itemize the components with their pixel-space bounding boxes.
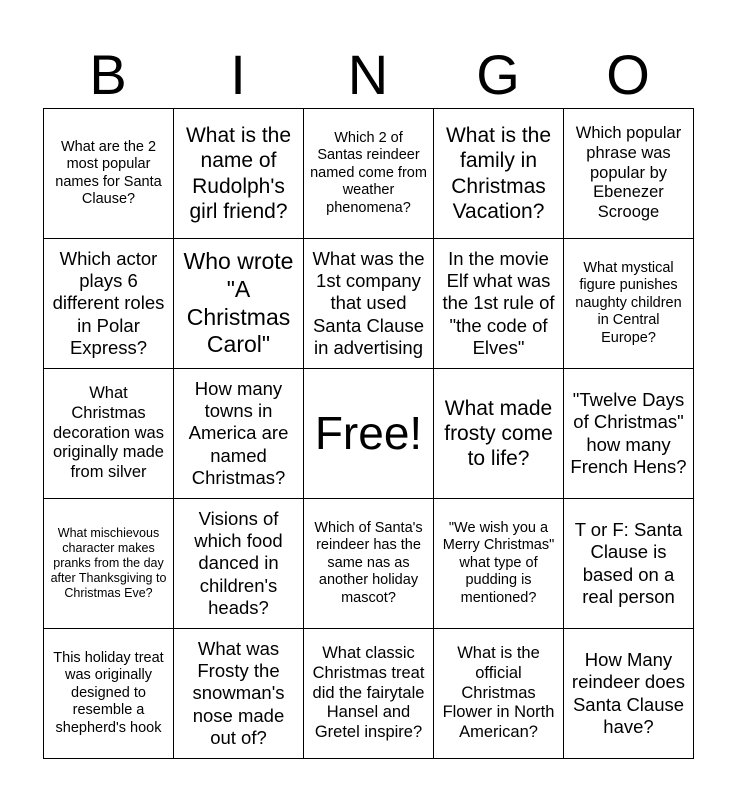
bingo-cell[interactable] <box>564 109 694 239</box>
header-letter-g: G <box>476 43 520 106</box>
cell-text: What Christmas decoration was originally made from silver <box>53 384 164 482</box>
bingo-cell[interactable] <box>174 499 304 629</box>
header-letter-i: I <box>230 43 246 106</box>
bingo-row <box>44 239 694 369</box>
header-letter-n: N <box>347 43 389 106</box>
header-letter-o: O <box>606 43 650 106</box>
bingo-cell[interactable] <box>44 239 174 369</box>
bingo-row <box>44 109 694 239</box>
bingo-cell[interactable] <box>44 109 174 239</box>
cell-text: "Twelve Days of Christmas" how many French Hens? <box>570 389 687 477</box>
cell-text: T or F: Santa Clause is based on a real person <box>574 519 683 607</box>
cell-text: What is the family in Christmas Vacation? <box>445 124 552 223</box>
bingo-cell[interactable] <box>434 369 564 499</box>
bingo-cell[interactable] <box>434 499 564 629</box>
bingo-card <box>43 108 694 759</box>
free-space-cell[interactable] <box>304 369 434 499</box>
cell-text: What mischievous character makes pranks from the day after Thanksgiving to Christmas Eve? <box>50 526 167 600</box>
bingo-cell[interactable] <box>434 629 564 759</box>
bingo-cell[interactable] <box>304 499 434 629</box>
cell-text: What was Frosty the snowman's nose made out of? <box>192 638 285 748</box>
bingo-cell[interactable] <box>44 499 174 629</box>
cell-text: What made frosty come to life? <box>444 396 553 471</box>
bingo-cell[interactable] <box>44 369 174 499</box>
bingo-cell[interactable] <box>564 239 694 369</box>
bingo-cell[interactable] <box>564 499 694 629</box>
cell-text: What are the 2 most popular names for Santa Clause? <box>55 138 162 207</box>
cell-text: What is the official Christmas Flower in North American? <box>442 644 555 742</box>
cell-text: In the movie Elf what was the 1st rule of "the code of Elves" <box>442 248 555 358</box>
bingo-cell[interactable] <box>304 239 434 369</box>
bingo-cell[interactable] <box>564 629 694 759</box>
cell-text: How Many reindeer does Santa Clause have? <box>571 649 686 737</box>
bingo-cell[interactable] <box>44 629 174 759</box>
cell-text: What mystical figure punishes naughty children in Central Europe? <box>575 260 682 346</box>
bingo-cell[interactable] <box>304 629 434 759</box>
cell-text: This holiday treat was originally designed to resemble a shepherd's hook <box>53 650 164 736</box>
free-space-label: Free! <box>314 406 423 459</box>
bingo-cell[interactable] <box>174 109 304 239</box>
bingo-cell[interactable] <box>304 109 434 239</box>
bingo-cell[interactable] <box>174 369 304 499</box>
bingo-row <box>44 369 694 499</box>
bingo-cell[interactable] <box>434 239 564 369</box>
bingo-cell[interactable] <box>174 239 304 369</box>
cell-text: "We wish you a Merry Christmas" what type of pudding is mentioned? <box>442 520 555 606</box>
cell-text: Which 2 of Santas reindeer named come from weather phenomena? <box>310 130 427 216</box>
bingo-cell[interactable] <box>174 629 304 759</box>
bingo-cell[interactable] <box>564 369 694 499</box>
bingo-row <box>44 629 694 759</box>
cell-text: Who wrote "A Christmas Carol" <box>183 248 294 358</box>
bingo-row <box>44 499 694 629</box>
cell-text: What classic Christmas treat did the fairytale Hansel and Gretel inspire? <box>312 644 425 742</box>
cell-text: What is the name of Rudolph's girl friend? <box>185 124 292 223</box>
header-letter-b: B <box>89 43 127 106</box>
cell-text: Which actor plays 6 different roles in Polar Express? <box>52 248 165 358</box>
cell-text: How many towns in America are named Christmas? <box>188 378 289 488</box>
cell-text: Which of Santa's reindeer has the same nas as another holiday mascot? <box>314 520 423 606</box>
cell-text: Which popular phrase was popular by Ebenezer Scrooge <box>575 124 682 222</box>
bingo-cell[interactable] <box>434 109 564 239</box>
bingo-header <box>43 44 693 106</box>
cell-text: What was the 1st company that used Santa Clause in advertising <box>312 248 425 358</box>
cell-text: Visions of which food danced in children's heads? <box>194 508 283 618</box>
